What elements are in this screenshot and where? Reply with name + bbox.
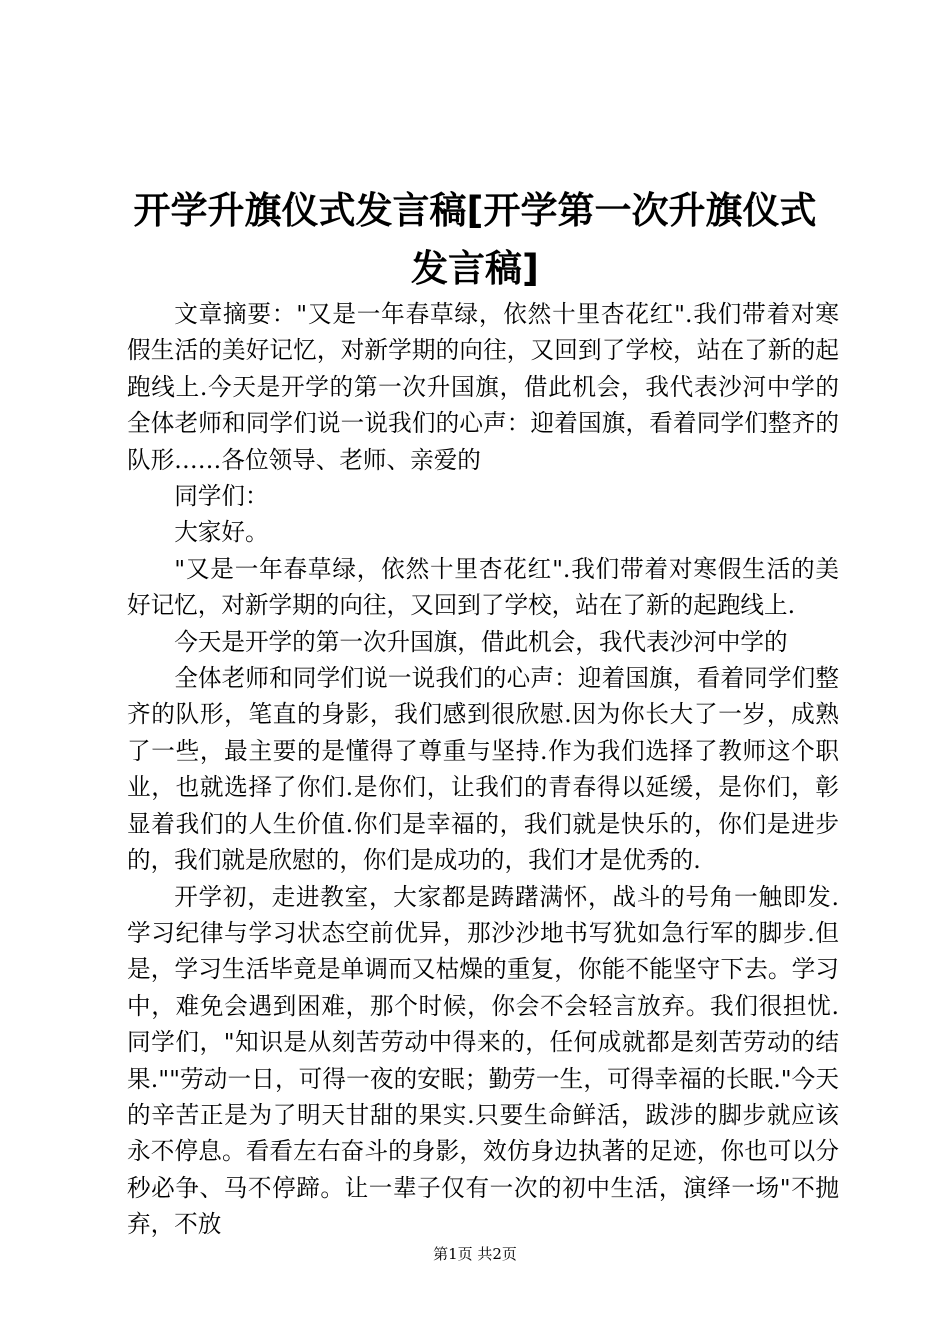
paragraph-abstract: 文章摘要："又是一年春草绿，依然十里杏花红".我们带着对寒假生活的美好记忆，对新学期的向往，又回到了学校，站在了新的起跑线上.今天是开学的第一次升国旗，借此机会，我代表沙河中学的全体老师和同学们说一说我们的心声：迎着国旗，看着同学们整齐的队形……各位领导、老师、亲爱的 [127,300,839,474]
paragraph-greeting: 大家好。 [174,518,269,547]
document-title: 开学升旗仪式发言稿[开学第一次升旗仪式发言稿] [133,189,817,290]
paragraph-teachers-voice: 全体老师和同学们说一说我们的心声：迎着国旗，看着同学们整齐的队形，笔直的身影，我们感到很欣慰.因为你长大了一岁，成熟了一些，最主要的是懂得了尊重与坚持.作为我们选择了教师这个职业，也就选择了你们.是你们，让我们的青春得以延缓，是你们，彰显着我们的人生价值.你们是幸福的，我们就是快乐的，你们是进步的，我们就是欣慰的，你们是成功的，我们才是优秀的. [127,664,839,875]
paragraph-flag-raising: 今天是开学的第一次升国旗，借此机会，我代表沙河中学的 [174,627,788,656]
document-body [127,296,839,1243]
paragraph-opening-quote: "又是一年春草绿，依然十里杏花红".我们带着对寒假生活的美好记忆，对新学期的向往，又回到了学校，站在了新的起跑线上. [127,554,839,620]
paragraph-salutation: 同学们： [174,482,269,511]
paragraph-semester-start: 开学初，走进教室，大家都是踌躇满怀，战斗的号角一触即发.学习纪律与学习状态空前优异，那沙沙地书写犹如急行军的脚步.但是，学习生活毕竟是单调而又枯燥的重复，你能不能坚守下去。学习中，难免会遇到困难，那个时候，你会不会轻言放弃。我们很担忧.同学们，"知识是从刻苦劳动中得来的，任何成就都是刻苦劳动的结果.""劳动一日，可得一夜的安眠；勤劳一生，可得幸福的长眠."今天的辛苦正是为了明天甘甜的果实.只要生命鲜活，跋涉的脚步就应该永不停息。看看左右奋斗的身影，效仿身边执著的足迹，你也可以分秒必争、马不停蹄。让一辈子仅有一次的初中生活，演绎一场"不抛弃，不放 [127,882,839,1239]
page-number: 第1页 共2页 [433,1245,517,1263]
